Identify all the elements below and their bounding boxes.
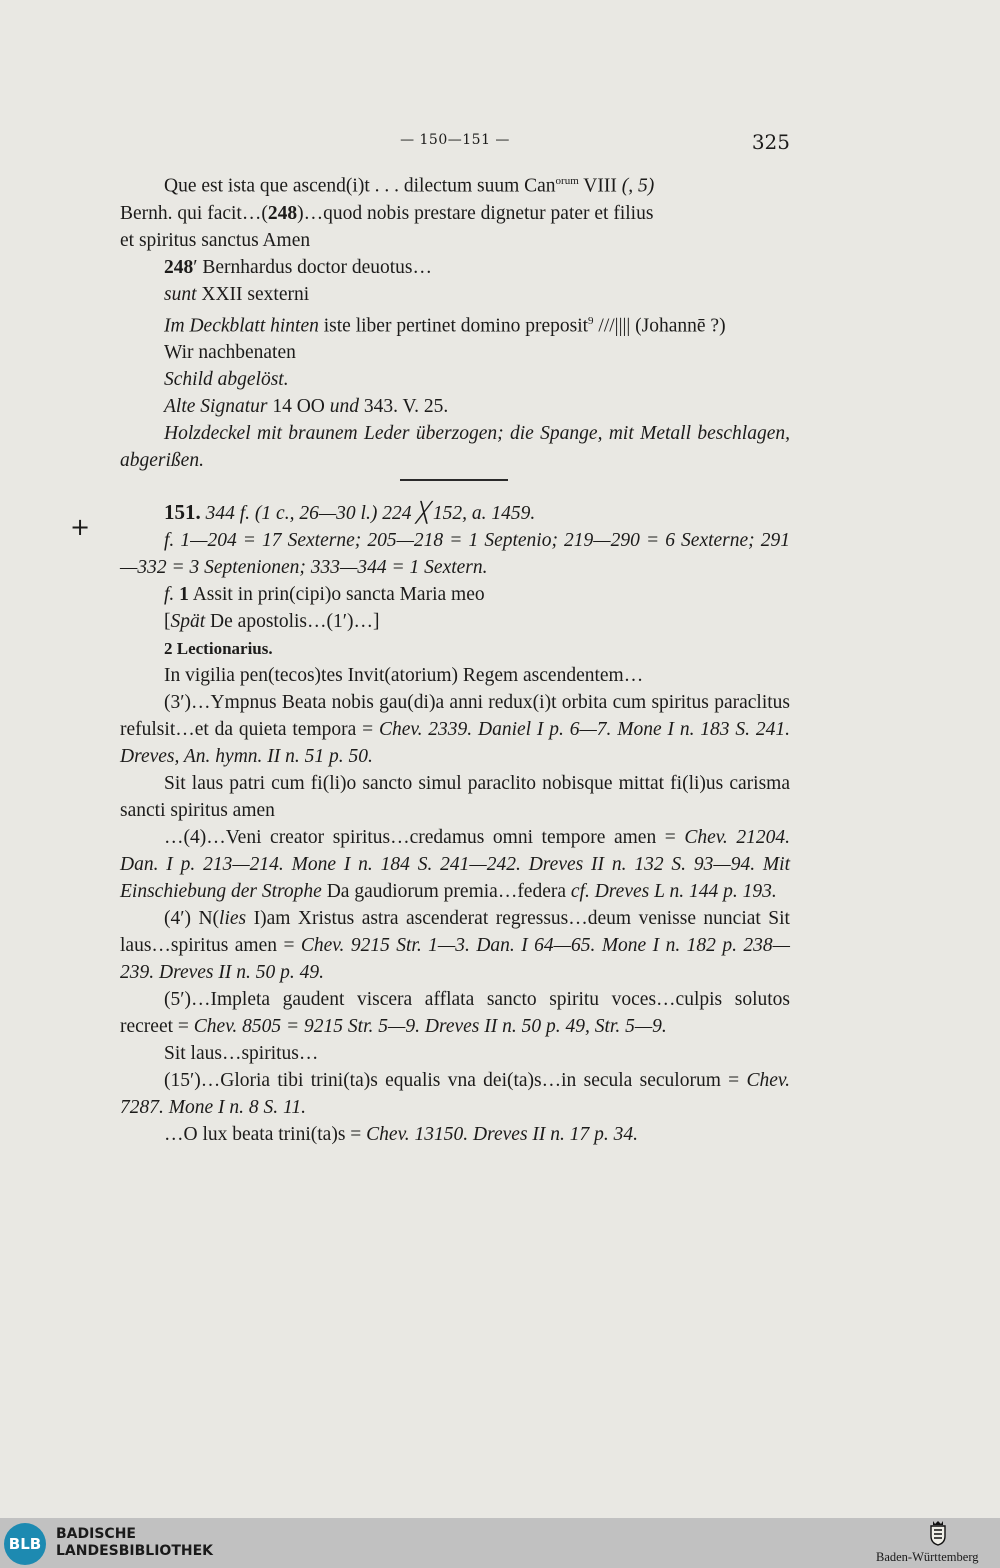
- text-paragraph: (4′) N(lies I)am Xristus astra ascenderat regressus…deum venisse nunciat Sit laus…spiritus amen = Chev. 9215 Str. 1—3. Dan. I 64—65. Mone I n. 182 p. 238—239. Dreves II n. 50 p. 49.: [120, 907, 791, 983]
- text-line: 248′ Bernhardus doctor deuotus…: [164, 256, 433, 278]
- page-number: 325: [751, 130, 790, 154]
- text-line: Im Deckblatt hinten iste liber pertinet domino preposit$^9$ ///|||| (Johannē ?): [164, 314, 726, 336]
- text-paragraph: (15′)…Gloria tibi trini(ta)s equalis vna dei(ta)s…in secula seculorum = Chev. 7287. Mone I n. 8 S. 11.: [120, 1069, 790, 1118]
- page-range: — 150—151 —: [400, 132, 510, 148]
- page-body: [120, 168, 790, 1148]
- text-line: 2 Lectionarius.: [164, 638, 273, 658]
- text-paragraph: (3′)…Ympnus Beata nobis gau(di)a anni redux(i)t orbita cum spiritus paraclitus refulsit…et da quieta tempora = Chev. 2339. Daniel I p. 6—7. Mone I n. 183 S. 241. Dreves, An. hymn. II n. 51 p. 50.: [120, 691, 790, 767]
- text-paragraph: (5′)…Impleta gaudent viscera afflata sancto spiritu voces…culpis solutos recreet = Chev. 8505 = 9215 Str. 5—9. Dreves II n. 50 p. 49, Str. 5—9.: [120, 988, 790, 1037]
- text-line: Que est ista que ascend(i)t . . . dilectum suum Can$^{orum}$ VIII (, 5): [164, 175, 655, 197]
- text-line: Bernh. qui facit…(248)…quod nobis prestare dignetur pater et filius et spiritus sanctus Amen: [120, 202, 654, 251]
- text-paragraph: …O lux beata trini(ta)s = Chev. 13150. Dreves II n. 17 p. 34.: [164, 1123, 639, 1145]
- text-paragraph: …(4)…Veni creator spiritus…credamus omni tempore amen = Chev. 21204. Dan. I p. 213—214. Mone I n. 184 S. 241—242. Dreves II n. 132 S. 93—94. Mit Einschiebung der Strophe Da gaudiorum premia…federa cf. Dreves L n. 144 p. 193.: [120, 826, 790, 902]
- blb-logo-icon[interactable]: BLB: [4, 1523, 46, 1565]
- margin-plus-mark: +: [70, 513, 91, 541]
- coat-of-arms-icon: [928, 1520, 948, 1546]
- entry-heading: 151. 344 f. (1 c., 26—30 l.) 224 ╳ 152, a. 1459.: [164, 499, 536, 524]
- footer-bar: [0, 1518, 1000, 1568]
- text-paragraph: Sit laus…spiritus…: [164, 1042, 319, 1064]
- text-line: [Spät De apostolis…(1′)…]: [164, 610, 380, 632]
- text-line: Wir nachbenaten: [164, 342, 296, 363]
- page-header: [120, 130, 790, 154]
- state-label: Baden-Württemberg: [876, 1550, 979, 1564]
- text-line: sunt XXII sexterni: [164, 283, 310, 305]
- text-paragraph: Sit laus patri cum fi(li)o sancto simul paraclito nobisque mittat fi(li)us carisma sancti spiritus amen: [120, 772, 790, 821]
- section-divider: [400, 479, 508, 481]
- library-name: BADISCHE LANDESBIBLIOTHEK: [56, 1526, 214, 1559]
- text-line: Alte Signatur 14 OO und 343. V. 25.: [164, 396, 449, 417]
- text-line: Holzdeckel mit braunem Leder überzogen; die Spange, mit Metall beschlagen, abgerißen.: [120, 423, 790, 471]
- text-line: In vigilia pen(tecos)tes Invit(atorium) Regem ascendentem…: [164, 664, 644, 686]
- text-line: Schild abgelöst.: [164, 369, 289, 390]
- text-line: f. 1 Assit in prin(cipi)o sancta Maria meo: [164, 583, 485, 605]
- text-line: f. 1—204 = 17 Sexterne; 205—218 = 1 Septenio; 219—290 = 6 Sexterne; 291—332 = 3 Septenionen; 333—344 = 1 Sextern.: [120, 529, 790, 578]
